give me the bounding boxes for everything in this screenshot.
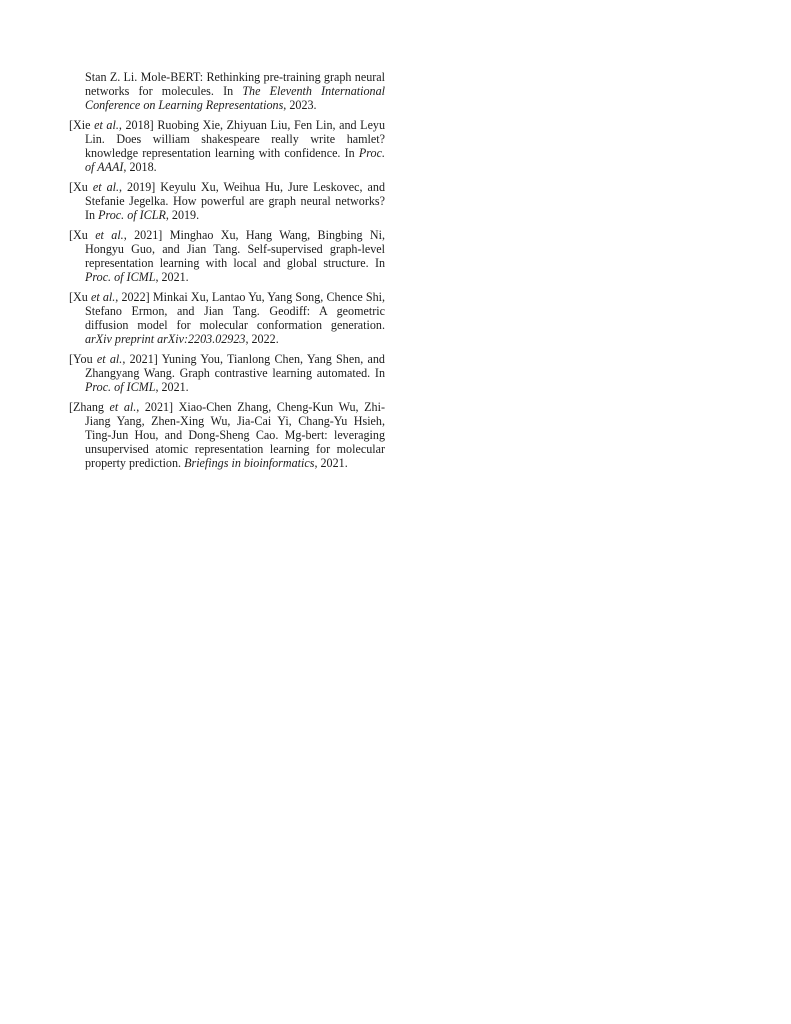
reference-venue-suffix: , 2021. (314, 456, 348, 470)
reference-venue-prefix: In (374, 256, 386, 270)
reference-venue-suffix: , 2023. (283, 98, 317, 112)
reference-tag (69, 290, 150, 304)
reference-venue: Proc. of ICML (85, 380, 156, 394)
reference-title: Geodiff: A geometric diffusion model for molecular conformation generation. (85, 304, 385, 332)
reference-tag-author: [Xie (69, 118, 91, 132)
reference-tag-author: [Xu (69, 290, 88, 304)
reference-venue-suffix: , 2022. (245, 332, 279, 346)
reference-title: Mg-bert: leveraging unsupervised atomic representation learning for molecular property prediction. (85, 428, 385, 470)
reference-item-zhang-2021 (69, 400, 385, 470)
reference-tag-year: , 2021] (136, 400, 174, 414)
reference-tag (69, 118, 154, 132)
reference-item-you-2021 (69, 352, 385, 394)
reference-tag-etal: et al. (92, 180, 120, 194)
reference-tag-year: , 2022] (115, 290, 150, 304)
reference-tag (69, 228, 162, 242)
reference-tag-author: [Xu (69, 228, 88, 242)
reference-venue: The Eleventh International Conference on Learning Representations (85, 84, 385, 112)
reference-tag-year: , 2018] (118, 118, 154, 132)
reference-tag-etal: et al. (95, 228, 124, 242)
reference-tag-author: [Zhang (69, 400, 104, 414)
reference-authors: Ruobing Xie, Zhiyuan Liu, Fen Lin, and Leyu Lin. (85, 118, 386, 146)
reference-venue: Proc. of ICML (85, 270, 156, 284)
reference-venue-suffix: , 2018. (123, 160, 157, 174)
reference-venue: Proc. of ICLR (98, 208, 166, 222)
reference-tag-etal: et al. (94, 118, 119, 132)
reference-tag (69, 352, 158, 366)
reference-title: Does william shakespeare really write hamlet? knowledge representation learning with confidence. (85, 132, 385, 160)
reference-authors: Xiao-Chen Zhang, Cheng-Kun Wu, Zhi-Jiang Yang, Zhen-Xing Wu, Jia-Cai Yi, Chang-Yu Hsieh, Ting-Jun Hou, and Dong-Sheng Cao. (85, 400, 385, 442)
reference-item-xu-2021 (69, 228, 385, 284)
reference-authors: Yuning You, Tianlong Chen, Yang Shen, and Zhangyang Wang. (85, 352, 385, 380)
reference-item-xie-2018 (69, 118, 385, 174)
reference-item-li-2023 (69, 70, 385, 112)
reference-venue: Proc. of AAAI (85, 146, 385, 174)
reference-list (69, 70, 385, 476)
reference-authors: Minkai Xu, Lantao Yu, Yang Song, Chence Shi, Stefano Ermon, and Jian Tang. (85, 290, 386, 318)
reference-tag (69, 400, 173, 414)
reference-authors: Keyulu Xu, Weihua Hu, Jure Leskovec, and Stefanie Jegelka. (85, 180, 385, 208)
reference-tag-etal: et al. (90, 290, 116, 304)
reference-title: Graph contrastive learning automated. (179, 366, 371, 380)
reference-item-xu-2019 (69, 180, 385, 222)
reference-title: Mole-BERT: Rethinking pre-training graph neural networks for molecules. (85, 70, 385, 98)
reference-venue: arXiv preprint arXiv:2203.02923 (85, 332, 246, 346)
reference-authors: Minghao Xu, Hang Wang, Bingbing Ni, Hongyu Guo, and Jian Tang. (85, 228, 386, 256)
reference-tag-year: , 2019] (119, 180, 156, 194)
reference-title: How powerful are graph neural networks? (172, 194, 385, 208)
reference-venue-suffix: , 2019. (165, 208, 200, 222)
reference-title: Self-supervised graph-level representation learning with local and global structure. (85, 242, 385, 270)
reference-venue-prefix: In (374, 366, 385, 380)
reference-venue-prefix: In (85, 208, 99, 222)
reference-tag-year: , 2021] (122, 352, 158, 366)
reference-item-xu-2022 (69, 290, 385, 346)
reference-tag (69, 180, 155, 194)
reference-authors: Stan Z. Li. (85, 70, 138, 84)
reference-venue: Briefings in bioinformatics (184, 456, 315, 470)
reference-tag-author: [You (69, 352, 93, 366)
reference-tag-author: [Xu (69, 180, 88, 194)
reference-tag-year: , 2021] (123, 228, 163, 242)
reference-venue-suffix: , 2021. (155, 380, 189, 394)
reference-tag-etal: et al. (109, 400, 137, 414)
reference-venue-suffix: , 2021. (155, 270, 189, 284)
reference-venue-prefix: In (223, 84, 243, 98)
reference-venue-prefix: In (344, 146, 359, 160)
reference-tag-etal: et al. (96, 352, 123, 366)
